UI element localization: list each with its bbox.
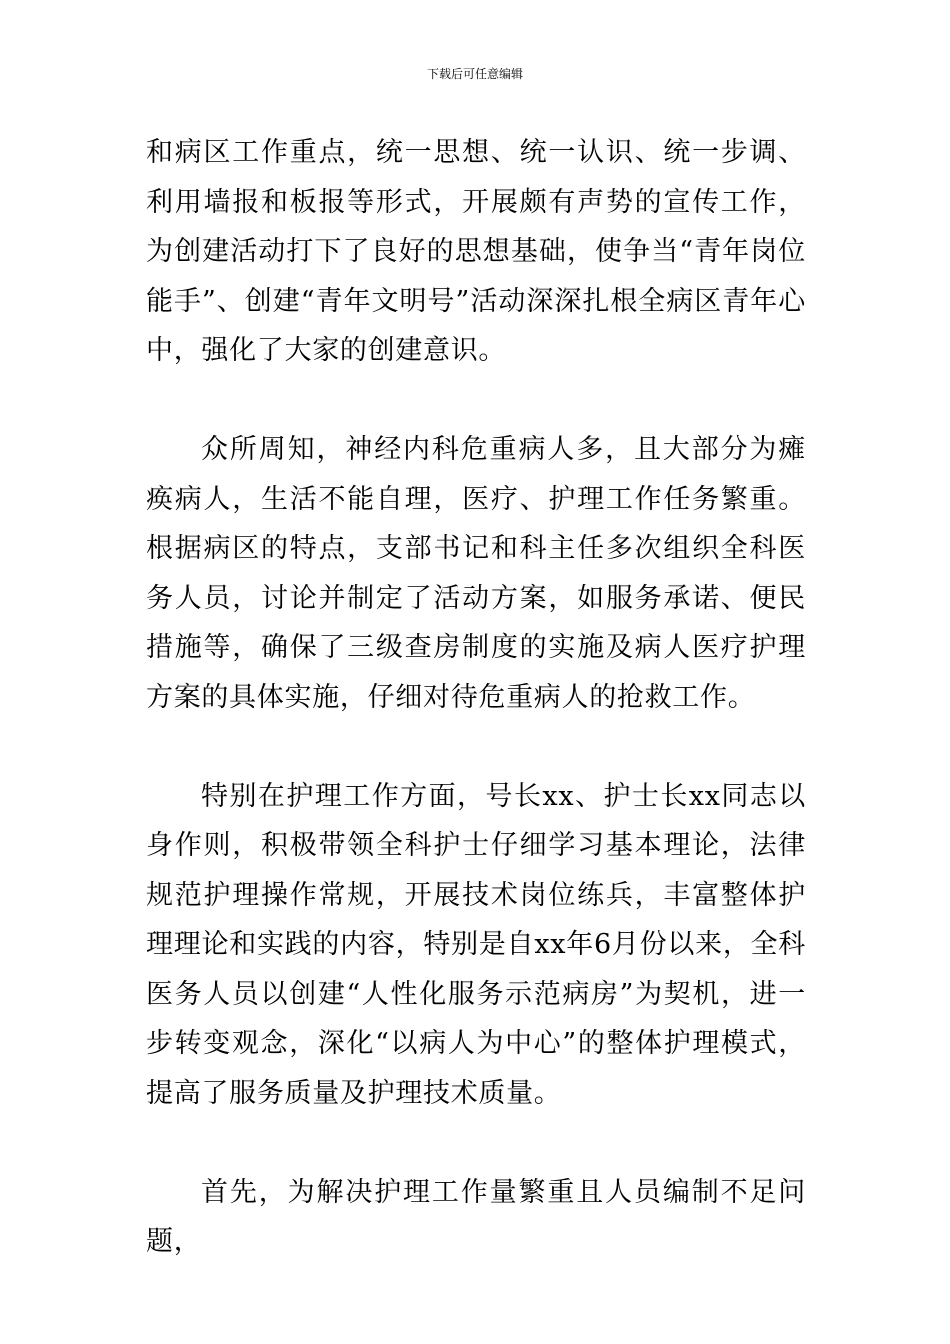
page-header: 下载后可任意编辑 [426,67,523,81]
paragraph-gap [146,376,806,426]
paragraph-3: 特别在护理工作方面，号长xx、护士长xx同志以身作则，积极带领全科护士仔细学习基本理论，法律规范护理操作常规，开展技术岗位练兵，丰富整体护理理论和实践的内容，特别是自xx年6月份以来，全科医务人员以创建“人性化服务示范病房”为契机，进一步转变观念，深化“以病人为中心”的整体护理模式，提高了服务质量及护理技术质量。 [146,780,806,1109]
paragraph-2: 众所周知，神经内科危重病人多，且大部分为瘫痪病人，生活不能自理，医疗、护理工作任务繁重。根据病区的特点，支部书记和科主任多次组织全科医务人员，讨论并制定了活动方案，如服务承诺、便民措施等，确保了三级查房制度的实施及病人医疗护理方案的具体实施，仔细对待危重病人的抢救工作。 [146,434,806,713]
document-body [146,128,806,1267]
paragraph-1: 和病区工作重点，统一思想、统一认识、统一步调、利用墙报和板报等形式，开展颇有声势的宣传工作，为创建活动打下了良好的思想基础，使争当“青年岗位能手”、创建“青年文明号”活动深深扎根全病区青年心中，强化了大家的创建意识。 [146,137,806,366]
paragraph-gap [146,1118,806,1168]
paragraph-gap [146,722,806,772]
paragraph-4: 首先，为解决护理工作量繁重且人员编制不足问题， [146,1176,806,1257]
